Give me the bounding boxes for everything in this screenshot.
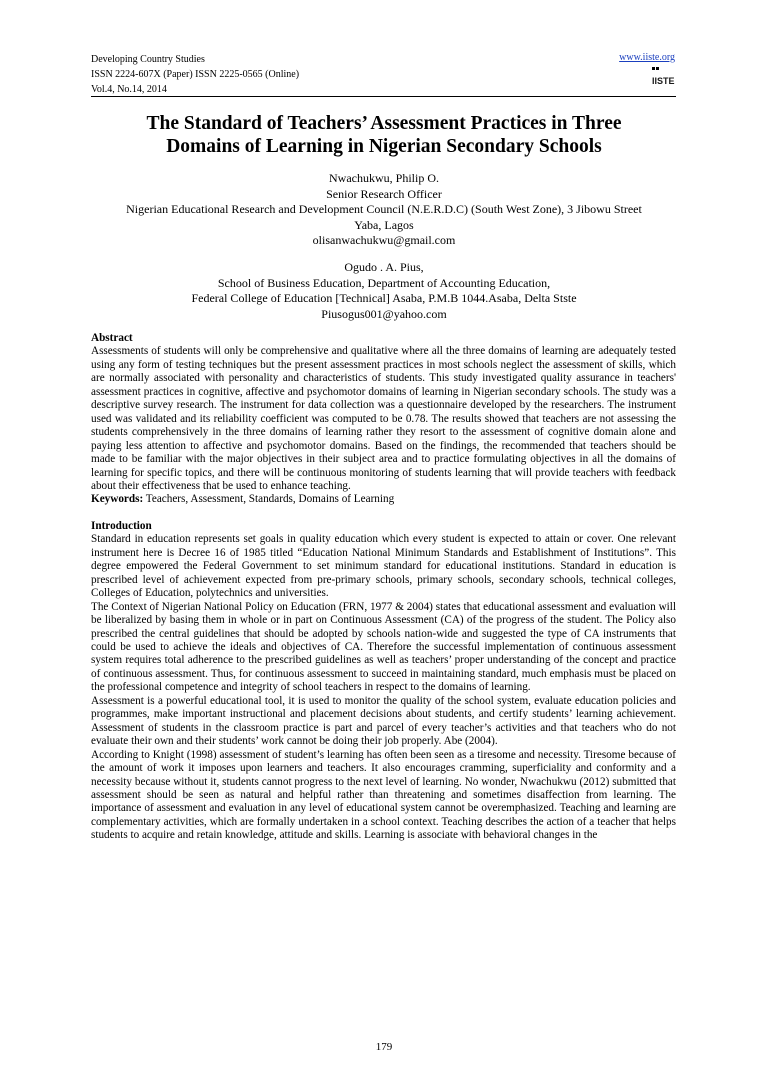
introduction-heading: Introduction: [91, 519, 152, 532]
journal-url-link[interactable]: www.iiste.org: [619, 52, 675, 63]
journal-volume: Vol.4, No.14, 2014: [91, 84, 167, 95]
author1-affiliation: Nigerian Educational Research and Development Council (N.E.R.D.C) (South West Zone), 3 Jibowu Street: [126, 202, 642, 217]
journal-issn: ISSN 2224-607X (Paper) ISSN 2225-0565 (Online): [91, 69, 300, 80]
keywords-line: [91, 493, 676, 506]
author1-city: Yaba, Lagos: [354, 217, 414, 232]
journal-header: [91, 52, 299, 97]
introduction-paragraph-2: The Context of Nigerian National Policy on Education (FRN, 1977 & 2004) states that educational assessment and evaluation will be liberalized by basing them in whole or in part on Continuous Assessment (CA) of the progress of the student. The Policy also prescribed the central guidelines that should be adopted by schools nation-wide and suggested the type of CA instruments that could be used to achieve the ideals and objectives of CA. Therefore the successful implementation of continuous assessment system requires total adherence to the prescribed guidelines as well as teachers’ proper understanding of the concept and practice of continuous assessment. Thus, for continuous assessment to succeed in maintaining standard, much emphasis must be placed on the professional competence and integrity of school teachers in respect to the domains of learning.: [91, 600, 676, 694]
introduction-paragraph-3: Assessment is a powerful educational tool, it is used to monitor the quality of the school system, evaluate education policies and programmes, make important instructional and placement decisions about students, and certify students’ learning achievement. Assessment of students in the classroom practice is part and parcel of every teacher’s activities and that teachers who do not evaluate their own and their students’ work cannot be doing their job properly. Abe (2004).: [91, 694, 676, 748]
author2-affiliation: Federal College of Education [Technical] Asaba, P.M.B 1044.Asaba, Delta Stste: [191, 291, 577, 306]
introduction-paragraph-1: Standard in education represents set goals in quality education which every student is expected to attain or cover. One relevant instrument here is Decree 16 of 1985 titled “Education National Minimum Standards and Establishment of Institutions”. This degree empowered the Federal Government to set minimum standard for educational institutions. Standard in education is prescribed level of achievement expected from pre-primary schools, primary schools, secondary schools, technical colleges, Colleges of Education, polytechnics and universities.: [91, 533, 676, 600]
paper-title-line-1: The Standard of Teachers’ Assessment Practices in Three: [146, 113, 622, 134]
author1-email: olisanwachukwu@gmail.com: [312, 233, 456, 248]
introduction-paragraph-4: According to Knight (1998) assessment of student’s learning has often been seen as a tiresome and necessity. Tiresome because of the amount of work it imposes upon learners and teachers. It also encourages cramming, superficiality and conformity and a necessity because without it, students cannot progress to the next level of learning. No wonder, Nwachukwu (2012) submitted that assessment should be seen as natural and helpful rather than threatening and sometimes disaffection from learning. The importance of assessment and evaluation in any level of educational system cannot be overemphasized. Teaching and learning are complementary activities, which are formally undertaken in a school context. Teaching describes the action of a teacher that helps students to acquire and retain knowledge, attitude and skills. Learning is associate with behavioral changes in the: [91, 748, 676, 842]
abstract-heading: Abstract: [91, 332, 133, 344]
author2-name: Ogudo . A. Pius,: [344, 259, 424, 274]
keywords-label: Keywords:: [91, 493, 144, 506]
keywords-list: Teachers, Assessment, Standards, Domains of Learning: [143, 493, 395, 506]
paper-title-line-2: Domains of Learning in Nigerian Secondary Schools: [166, 136, 602, 157]
paper-body: [91, 332, 676, 843]
author2-email: Piusogus001@yahoo.com: [321, 306, 447, 321]
author-block: [80, 171, 688, 322]
author1-position: Senior Research Officer: [326, 186, 442, 201]
abstract-text: Assessments of students will only be comprehensive and qualitative where all the three domains of learning are adequately tested using any form of testing techniques but the present assessment practices in most schools neglect the assessment of skills, which are normally associated with personality and characteristics of students. This study investigated quality assurance in teachers' assessment practices in cognitive, affective and psychomotor domains of learning in Nigerian secondary schools. The study was a descriptive survey research. The instrument for data collection was a questionnaire developed by the researchers. The instrument used was validated and its reliability coefficient was computed to be 0.78. The results showed that teachers are not assessing the students comprehensively in the three domains of learning rather they resort to the assessment of cognitive domain alone and paying less attention to affective and psychomotor domains. Based on the findings, the recommended that teachers should be made to be familiar with the major objectives in their subject area and to practice formulating objectives in all the domains of learning for specific topics, and there will be continuous monitoring of students learning that will provide teachers with feedback about their effectiveness that be used to enhance teaching.: [91, 345, 676, 492]
author2-department: School of Business Education, Department of Accounting Education,: [217, 275, 551, 290]
journal-name: Developing Country Studies: [91, 54, 205, 65]
svg-text:IISTE: IISTE: [652, 76, 675, 86]
page-number: 179: [375, 1041, 393, 1053]
iiste-logo-icon: [652, 66, 676, 88]
author1-name: Nwachukwu, Philip O.: [329, 171, 439, 185]
header-divider: [91, 96, 676, 97]
paper-title: [100, 112, 668, 158]
